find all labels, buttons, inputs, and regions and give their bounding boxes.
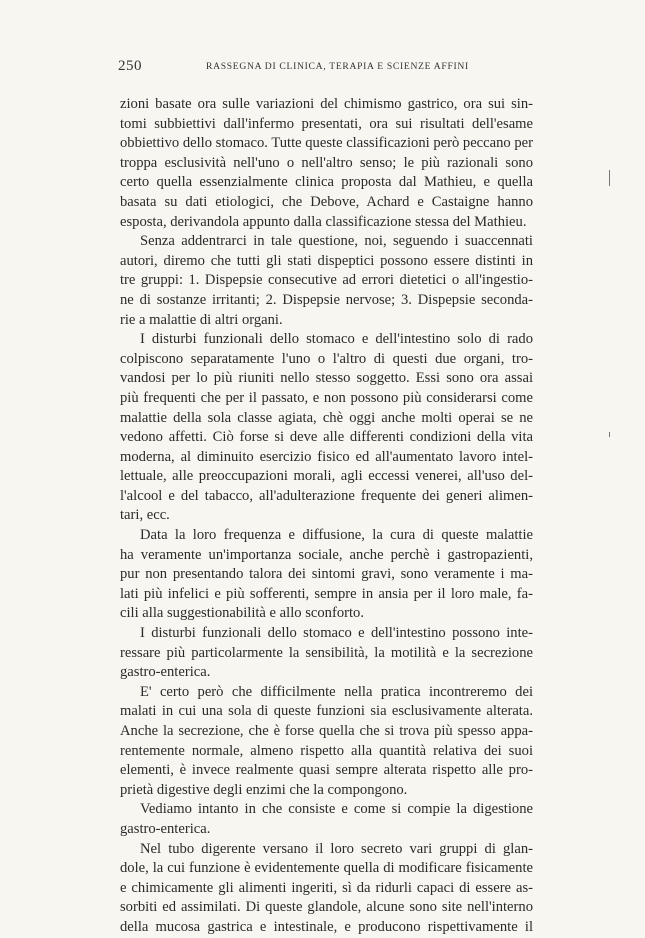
text-line: gastro-enterica. (120, 820, 211, 837)
text-line: rie a malattie di altri organi. (120, 311, 283, 328)
text-line: Senza addentrarci in tale questione, noi, seguendo i suaccennati (140, 233, 533, 250)
text-line: malattie della sola classe agiata, chè oggi anche molti operai se ne (120, 409, 533, 426)
text-line: malati in cui una sola di queste funzioni sia esclusivamente alterata. (120, 703, 533, 720)
text-line: e chimicamente gli alimenti ingeriti, sì da ridurli capaci di essere as- (120, 879, 533, 896)
text-line: ne di sostanze irritanti; 2. Dispepsie nervose; 3. Dispepsie seconda- (120, 291, 533, 308)
text-line: elementi, è invece realmente quasi sempre alterata rispetto alle pro- (120, 762, 533, 779)
text-line: I disturbi funzionali dello stomaco e dell'intestino solo di rado (140, 331, 533, 348)
text-line: Nel tubo digerente versano il loro secreto vari gruppi di glan- (140, 840, 533, 857)
text-line: ressare più particolarmente la sensibilità, la motilità e la secrezione (120, 644, 533, 661)
text-line: moderna, al diminuito esercizio fisico ed all'aumentato lavoro intel- (120, 448, 533, 465)
text-line: tomi subbiettivi dall'infermo presentati, ora sui risultati dell'esame (120, 115, 533, 132)
text-line: prietà digestive degli enzimi che la compongono. (120, 781, 408, 798)
text-line: zioni basate ora sulle variazioni del chimismo gastrico, ora sui sin- (120, 96, 533, 112)
page-number: 250 (118, 58, 142, 74)
text-line: cili alla suggestionabilità e allo sconforto. (120, 605, 364, 622)
text-line: sorbiti ed assimilati. Di queste glandole, alcune sono site nell'interno (120, 899, 533, 916)
text-line: lettuale, alle preoccupazioni morali, agli eccessi venerei, all'uso del- (120, 468, 533, 485)
text-line: basata su dati etiologici, che Debove, Achard e Castaigne hanno (120, 193, 533, 210)
page-header (118, 58, 532, 78)
text-line: esposta, derivandola appunto dalla classificazione stessa del Mathieu. (120, 213, 527, 230)
text-line: Anche la secrezione, che è forse quella che si trova più spesso appa- (120, 723, 533, 739)
text-line: obbiettivo dello stomaco. Tutte queste classificazioni però peccano per (120, 135, 533, 152)
text-line: E' certo però che difficilmente nella pratica incontreremo dei (140, 683, 533, 700)
text-line: ha veramente un'importanza sociale, anche perchè i gastropazienti, (120, 546, 533, 563)
text-line: della mucosa gastrica e intestinale, e producono rispettivamente il (120, 918, 533, 935)
text-line: l'alcool e del tabacco, all'adulterazione frequente dei generi alimen- (120, 487, 533, 504)
text-line: tari, ecc. (120, 507, 170, 524)
text-line: autori, diremo che tutti gli stati dispeptici possono essere distinti in (120, 252, 533, 269)
text-line: più frequenti che per il passato, e non possono più considerarsi come (120, 389, 533, 406)
text-line: Vediamo intanto in che consiste e come si compie la digestione (140, 801, 533, 818)
text-line: vedono affetti. Ciò forse si deve alle differenti condizioni della vita (120, 429, 533, 446)
text-line: certo quella essenzialmente clinica proposta dal Mathieu, e quella (120, 174, 533, 191)
margin-mark (609, 432, 610, 437)
text-line: troppa esclusività nell'uno o nell'altro senso; le più razionali sono (120, 154, 533, 171)
text-line: I disturbi funzionali dello stomaco e dell'intestino possono inte- (140, 625, 533, 642)
text-line: lati più infelici e più sofferenti, sempre in ansia per il loro male, fa- (120, 585, 533, 602)
text-line: Data la loro frequenza e diffusione, la cura di queste malattie (140, 527, 533, 544)
text-line: vandosi per lo più riuniti nello stesso soggetto. Essi sono ora assai (120, 370, 533, 387)
margin-mark (609, 170, 610, 186)
text-line: rentemente normale, almeno rispetto alla quantità relativa dei suoi (120, 742, 533, 759)
text-line: gastro-enterica. (120, 664, 211, 681)
text-line: pur non presentando talora dei sintomi gravi, sono veramente i ma- (120, 566, 533, 583)
text-line: tre gruppi: 1. Dispepsie consecutive ad errori dietetici o all'ingestio- (120, 272, 533, 289)
running-title: RASSEGNA DI CLINICA, TERAPIA E SCIENZE AFFINI (206, 61, 469, 72)
body-text (120, 95, 533, 938)
text-line: dole, la cui funzione è evidentemente quella di modificare fisicamente (120, 860, 533, 877)
text-line: colpiscono separatamente l'uno o l'altro di questi due organi, tro- (120, 350, 533, 367)
